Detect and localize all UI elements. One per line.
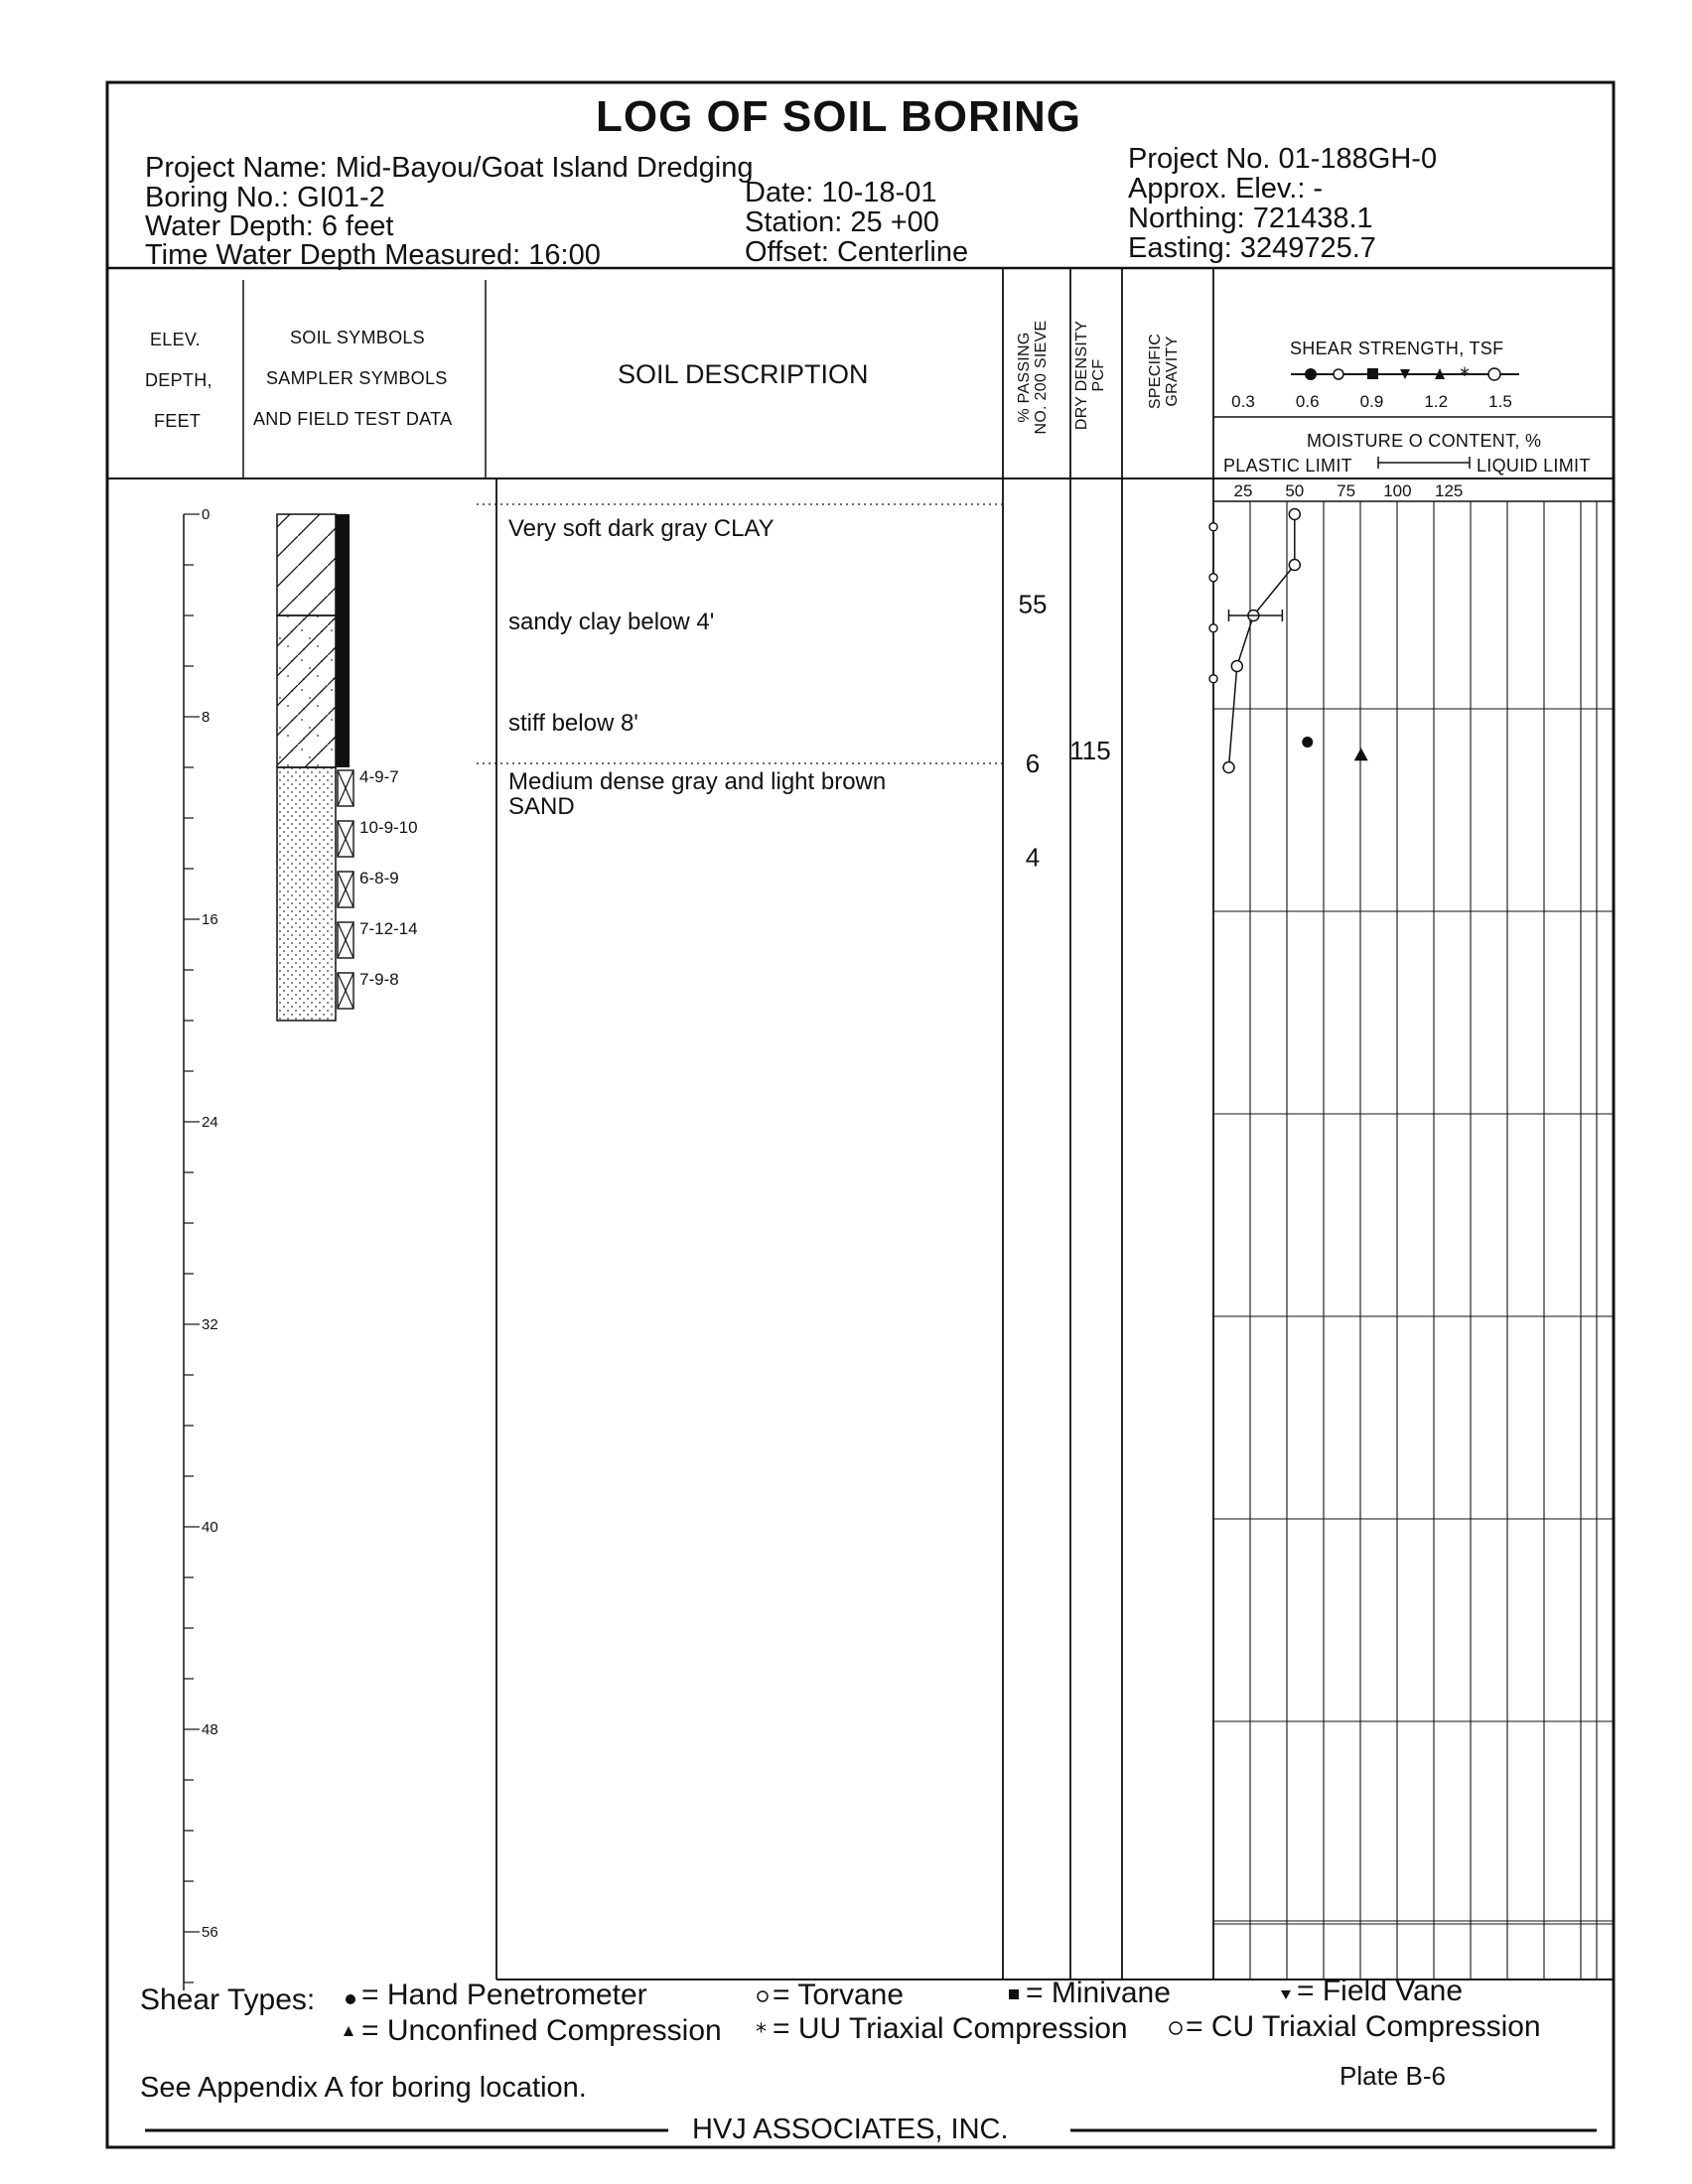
plastic-limit-label: PLASTIC LIMIT <box>1223 456 1352 476</box>
spt-blow-count: 7-9-8 <box>359 970 399 989</box>
col-passing-line1: % PASSING <box>1016 332 1033 423</box>
col-elev-line1: ELEV. <box>150 330 201 349</box>
percent-passing-value: 55 <box>1018 589 1048 619</box>
legend-uu-triaxial: = UU Triaxial Compression <box>773 2012 1128 2045</box>
depth-label: 56 <box>202 1924 218 1941</box>
outer-border <box>107 82 1614 2147</box>
shear-tick-label: 0.9 <box>1359 392 1384 411</box>
legend-cu-symbol <box>1170 2022 1182 2034</box>
col-symbols-line3: AND FIELD TEST DATA <box>253 409 453 429</box>
legend-cu-triaxial: = CU Triaxial Compression <box>1186 2010 1541 2043</box>
torvane-point <box>1209 624 1217 632</box>
legend-unconfined: = Unconfined Compression <box>361 2014 722 2047</box>
shear-tick-label: 0.6 <box>1295 392 1320 411</box>
moisture-profile-line <box>1228 514 1294 767</box>
shear-tick-label: 0.3 <box>1231 392 1255 411</box>
soil-description-text: SAND <box>508 793 575 821</box>
legend-torvane: = Torvane <box>773 1979 905 2011</box>
depth-label: 8 <box>202 709 211 726</box>
col-elev-line2: DEPTH, <box>145 370 212 390</box>
col-symbols-line1: SOIL SYMBOLS <box>290 328 425 347</box>
depth-label: 40 <box>202 1519 218 1536</box>
legend-minivane: = Minivane <box>1026 1977 1171 2009</box>
moisture-scale-ticks <box>1234 481 1464 500</box>
graph-grid <box>1213 501 1614 1979</box>
depth-label: 48 <box>202 1721 218 1738</box>
plate-number: Plate B-6 <box>1340 2061 1446 2091</box>
stratum-boundaries <box>477 504 1003 763</box>
legend-hand-symbol <box>346 1994 355 2004</box>
shear-tick-label: 1.5 <box>1488 392 1512 411</box>
col-gravity-line2: GRAVITY <box>1164 336 1181 407</box>
moisture-shear-plot <box>1209 509 1368 773</box>
easting: Easting: 3249725.7 <box>1128 232 1376 264</box>
legend-unconfined-symbol <box>344 2026 353 2036</box>
legend-hand-penetrometer: = Hand Penetrometer <box>361 1979 647 2011</box>
col-soil-description: SOIL DESCRIPTION <box>618 359 869 389</box>
legend-uu-symbol: * <box>756 2020 767 2045</box>
legend-field-vane: = Field Vane <box>1297 1975 1464 2007</box>
shelby-tube-bar <box>336 514 350 767</box>
moisture-point <box>1223 762 1234 773</box>
time-water-depth: Time Water Depth Measured: 16:00 <box>145 239 601 271</box>
appendix-note: See Appendix A for boring location. <box>140 2072 587 2104</box>
stratum-clay <box>277 514 336 615</box>
percent-passing-value: 4 <box>1025 842 1041 873</box>
legend-minivane-symbol <box>1009 1989 1019 1999</box>
depth-label: 16 <box>202 911 218 928</box>
offset: Offset: Centerline <box>745 236 969 268</box>
boring-number: Boring No.: GI01-2 <box>145 182 385 213</box>
spt-blow-count: 10-9-10 <box>359 818 418 837</box>
approx-elevation: Approx. Elev.: - <box>1128 173 1324 205</box>
dry-density-value: 115 <box>1069 736 1111 766</box>
soil-description-text: sandy clay below 4' <box>508 609 715 636</box>
spt-blow-count: 7-12-14 <box>359 919 418 938</box>
shear-scale-ticks <box>1231 392 1512 411</box>
sampler-column <box>338 767 418 1009</box>
northing: Northing: 721438.1 <box>1128 203 1373 234</box>
shear-tick-label: 1.2 <box>1424 392 1449 411</box>
project-name: Project Name: Mid-Bayou/Goat Island Dredging <box>145 152 754 184</box>
lab-values <box>1019 589 1111 872</box>
moisture-point <box>1289 560 1300 571</box>
col-passing-line2: NO. 200 SIEVE <box>1033 320 1050 435</box>
col-gravity-line1: SPECIFIC <box>1147 333 1164 410</box>
depth-label: 24 <box>202 1114 218 1131</box>
legend-label: Shear Types: <box>140 1983 316 2016</box>
uu-legend-star: * <box>1460 363 1470 387</box>
hand-pen-legend-dot <box>1305 368 1317 380</box>
percent-passing-value: 6 <box>1025 748 1041 778</box>
soil-description-text: stiff below 8' <box>508 710 638 738</box>
col-density-line1: DRY DENSITY <box>1073 320 1090 431</box>
boring-date: Date: 10-18-01 <box>745 177 937 208</box>
moisture-tick-label: 100 <box>1383 481 1412 500</box>
stratum-sandy-clay <box>277 615 336 767</box>
water-depth: Water Depth: 6 feet <box>145 210 394 242</box>
col-symbols-line2: SAMPLER SYMBOLS <box>266 368 448 388</box>
torvane-point <box>1209 675 1217 683</box>
unconfined-compression-point <box>1354 748 1368 760</box>
moisture-tick-label: 75 <box>1337 481 1356 500</box>
company-name: HVJ ASSOCIATES, INC. <box>692 2114 1009 2145</box>
moisture-point <box>1289 509 1300 520</box>
stratum-sand <box>277 767 336 1021</box>
moisture-tick-label: 25 <box>1233 481 1253 500</box>
moisture-content-title: MOISTURE O CONTENT, % <box>1307 431 1542 451</box>
col-density-line2: PCF <box>1090 358 1107 392</box>
depth-label: 0 <box>202 506 211 523</box>
col-elev-line3: FEET <box>154 411 202 431</box>
shear-strength-title: SHEAR STRENGTH, TSF <box>1290 339 1504 358</box>
spt-blow-count: 6-8-9 <box>359 869 399 887</box>
project-number: Project No. 01-188GH-0 <box>1128 143 1438 175</box>
moisture-point <box>1231 661 1242 672</box>
torvane-point <box>1209 574 1217 582</box>
cu-legend-circle <box>1488 368 1500 380</box>
log-title: LOG OF SOIL BORING <box>596 92 1081 141</box>
depth-label: 32 <box>202 1316 218 1333</box>
soil-description-text: Medium dense gray and light brown <box>508 767 887 795</box>
legend-fieldvane-symbol <box>1281 1990 1291 1999</box>
moisture-tick-label: 125 <box>1435 481 1464 500</box>
hand-penetrometer-point <box>1302 737 1313 748</box>
legend-torvane-symbol <box>758 1991 768 2001</box>
depth-axis <box>184 506 218 1990</box>
torvane-legend-dot <box>1334 369 1343 379</box>
station: Station: 25 +00 <box>745 206 939 238</box>
minivane-legend-square <box>1367 368 1378 379</box>
spt-blow-count: 4-9-7 <box>359 767 399 786</box>
soil-description-text: Very soft dark gray CLAY <box>508 514 775 542</box>
torvane-point <box>1209 523 1217 531</box>
liquid-limit-label: LIQUID LIMIT <box>1477 456 1591 476</box>
moisture-tick-label: 50 <box>1285 481 1305 500</box>
